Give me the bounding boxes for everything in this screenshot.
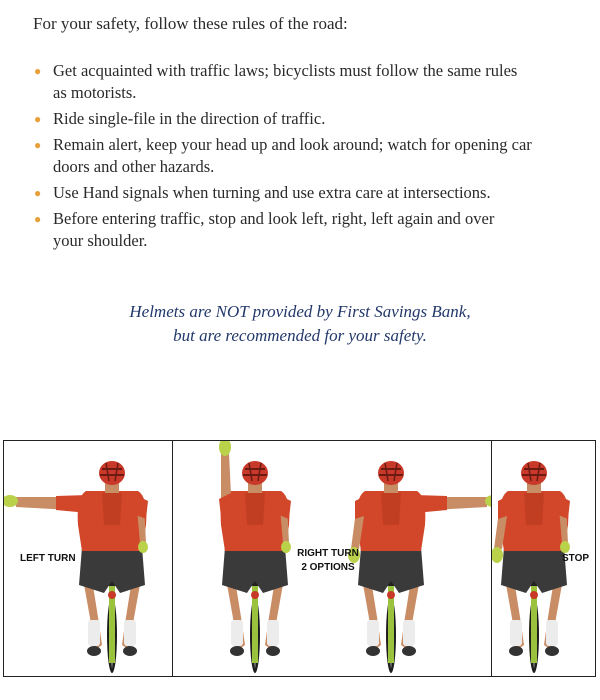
rule-item: ● Remain alert, keep your head up and look around; watch for opening car doors and other hazards. (34, 135, 532, 176)
bullet-icon: ● (34, 64, 42, 78)
left-turn-label: LEFT TURN (20, 553, 76, 564)
rules-list (33, 60, 578, 256)
stop-panel (491, 440, 596, 677)
helmet-note-line1: Helmets are NOT provided by First Savings Bank, (129, 302, 471, 321)
right-turn-label-line2: 2 OPTIONS (301, 562, 355, 573)
left-turn-panel (3, 440, 173, 677)
bullet-icon: ● (34, 138, 42, 152)
right-turn-label-line1: RIGHT TURN (297, 548, 359, 559)
helmet-note (0, 300, 600, 348)
rule-item: ● Ride single-file in the direction of traffic. (34, 109, 326, 128)
helmet-note-line2: but are recommended for your safety. (173, 326, 427, 345)
right-turn-label (295, 547, 361, 575)
intro-text: For your safety, follow these rules of the road: (33, 14, 348, 33)
rule-item: ● Before entering traffic, stop and look left, right, left again and over your shoulder. (34, 209, 495, 250)
hand-signals-panels (3, 440, 596, 679)
right-turn-panel (172, 440, 492, 677)
stop-label: STOP (562, 553, 590, 564)
rule-item: ● Get acquainted with traffic laws; bicyclists must follow the same rules as motorists. (34, 61, 518, 102)
bullet-icon: ● (34, 186, 42, 200)
rule-item: ● Use Hand signals when turning and use extra care at intersections. (34, 183, 491, 202)
bullet-icon: ● (34, 212, 42, 226)
bullet-icon: ● (34, 112, 42, 126)
